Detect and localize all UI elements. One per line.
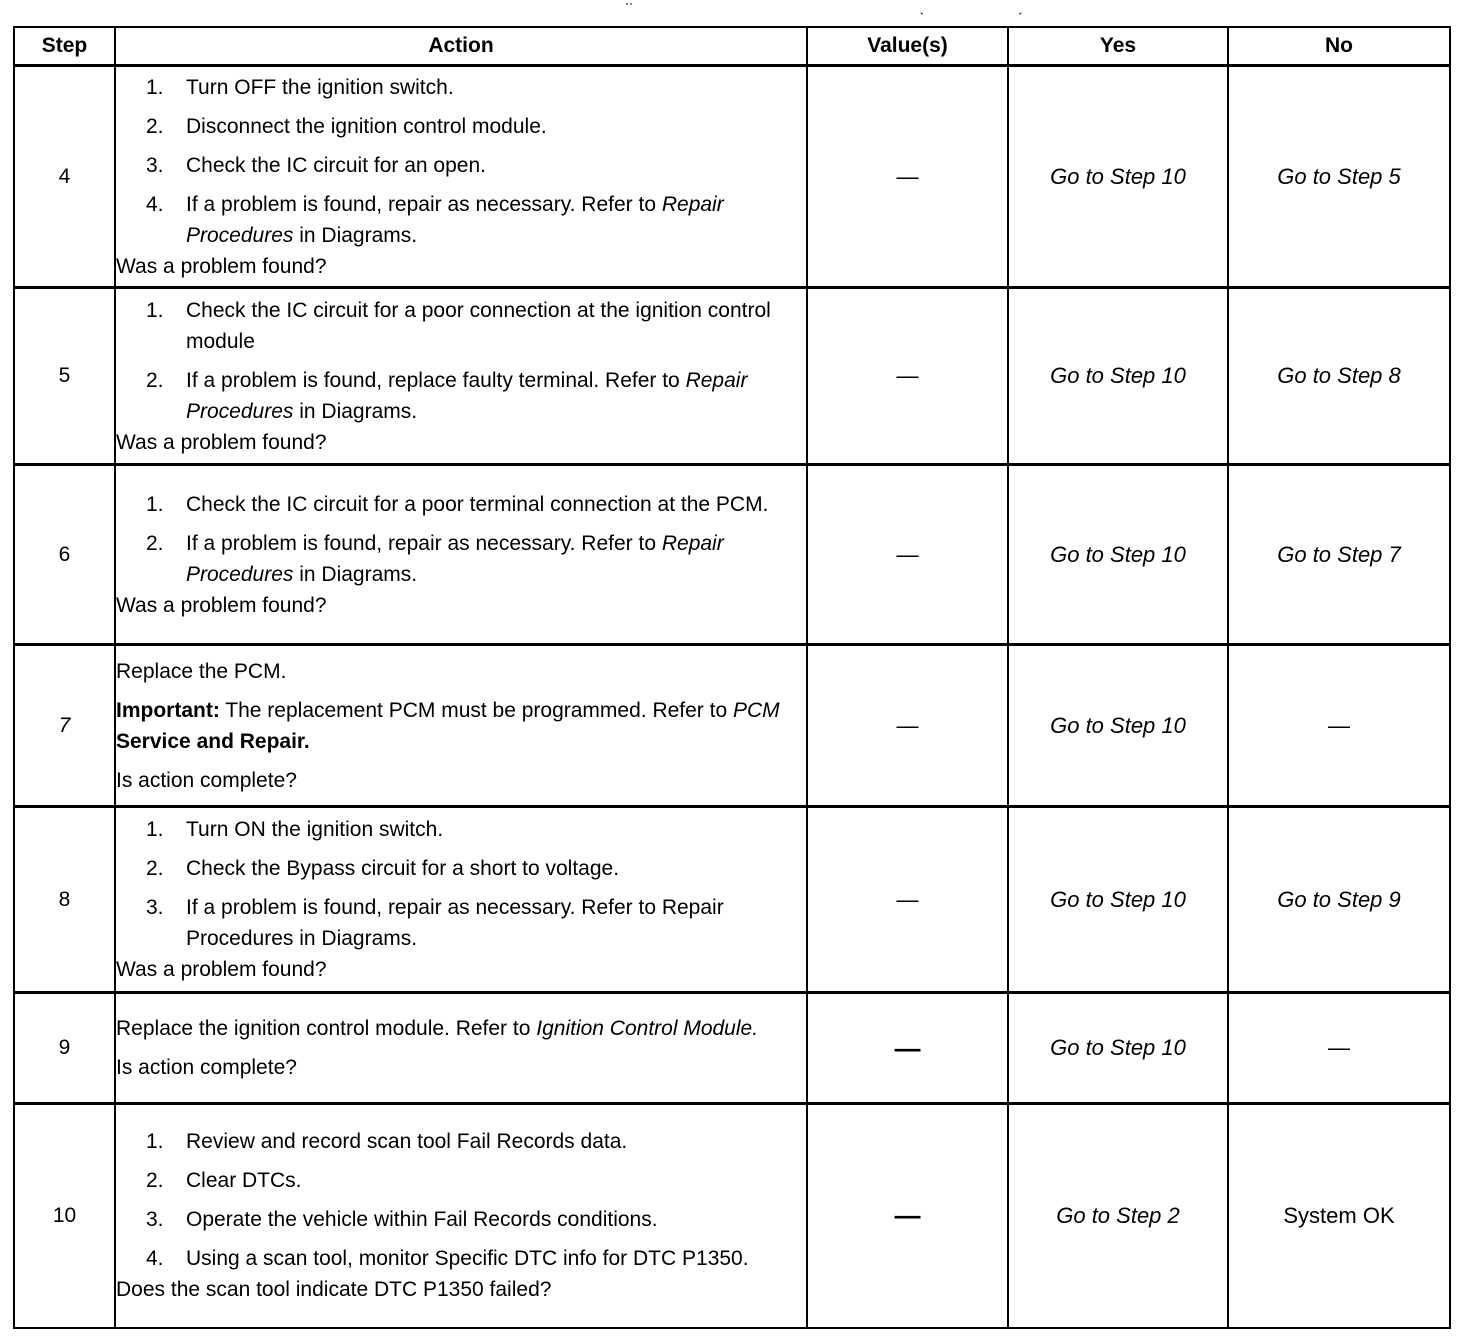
action-cell [115, 807, 807, 993]
no-cell: System OK [1228, 1104, 1450, 1328]
step-number: 6 [14, 465, 115, 645]
no-cell: Go to Step 9 [1228, 807, 1450, 993]
table-row-step-9 [14, 993, 1450, 1104]
scan-mark: ˙˙ [625, 1, 633, 15]
value-cell: — [807, 288, 1008, 465]
yes-cell: Go to Step 10 [1008, 465, 1228, 645]
header-yes: Yes [1008, 27, 1228, 66]
list-item: 1. Review and record scan tool Fail Records data. [146, 1130, 628, 1154]
step-number: 8 [14, 807, 115, 993]
yes-cell: Go to Step 10 [1008, 288, 1228, 465]
step-number: 4 [14, 66, 115, 288]
diagnostic-table [13, 26, 1451, 1329]
scan-mark: ˎ [920, 1, 924, 15]
step-number: 5 [14, 288, 115, 465]
step-number: 10 [14, 1104, 115, 1328]
no-cell: Go to Step 7 [1228, 465, 1450, 645]
table-header-row [14, 27, 1450, 66]
header-action: Action [115, 27, 807, 66]
top-scan-marks [0, 0, 1472, 22]
action-cell [115, 66, 807, 288]
question-text: Was a problem found? [116, 430, 327, 454]
list-item: 1. Check the IC circuit for a poor terminal connection at the PCM. [146, 492, 769, 516]
list-item: 2. If a problem is found, repair as necessary. Refer to Repair Procedures in Diagrams. [146, 531, 724, 586]
yes-cell: Go to Step 10 [1008, 645, 1228, 807]
list-item: 4. If a problem is found, repair as necessary. Refer to Repair Procedures in Diagrams. [146, 192, 724, 247]
list-item: 2. Check the Bypass circuit for a short to voltage. [146, 857, 620, 880]
yes-cell: Go to Step 10 [1008, 993, 1228, 1104]
value-cell: — [807, 645, 1008, 807]
action-cell [115, 465, 807, 645]
list-item: 3. Check the IC circuit for an open. [146, 153, 486, 177]
question-text: Was a problem found? [116, 254, 327, 278]
table-row-step-7 [14, 645, 1450, 807]
question-text: Was a problem found? [116, 958, 327, 981]
question-text: Is action complete? [116, 768, 297, 792]
question-text: Was a problem found? [116, 593, 327, 617]
list-item: 3. If a problem is found, repair as necessary. Refer to Repair Procedures in Diagrams. [146, 896, 724, 950]
step-number: 7 [14, 645, 115, 807]
header-step: Step [14, 27, 115, 66]
table-row-step-10 [14, 1104, 1450, 1328]
action-cell [115, 645, 807, 807]
important-note: Important: The replacement PCM must be programmed. Refer to PCM Service and Repair. [116, 698, 780, 753]
table-row-step-5 [14, 288, 1450, 465]
list-item: 4. Using a scan tool, monitor Specific DTC info for DTC P1350. [146, 1247, 749, 1271]
list-item: 1. Check the IC circuit for a poor connection at the ignition control module [146, 298, 771, 353]
action-list [116, 295, 806, 427]
scan-mark: ˏ [1018, 1, 1022, 15]
list-item: 1. Turn ON the ignition switch. [146, 818, 444, 841]
action-cell [115, 993, 807, 1104]
header-values: Value(s) [807, 27, 1008, 66]
yes-cell: Go to Step 10 [1008, 66, 1228, 288]
value-cell: — [807, 465, 1008, 645]
no-cell: Go to Step 5 [1228, 66, 1450, 288]
action-cell [115, 1104, 807, 1328]
action-list [116, 1126, 806, 1274]
yes-cell: Go to Step 2 [1008, 1104, 1228, 1328]
step-number: 9 [14, 993, 115, 1104]
value-cell: — [807, 807, 1008, 993]
header-no: No [1228, 27, 1450, 66]
value-cell: — [807, 1104, 1008, 1328]
question-text: Does the scan tool indicate DTC P1350 failed? [116, 1278, 552, 1302]
no-cell: Go to Step 8 [1228, 288, 1450, 465]
yes-cell: Go to Step 10 [1008, 807, 1228, 993]
no-cell: — [1228, 645, 1450, 807]
question-text: Is action complete? [116, 1056, 297, 1079]
list-item: 2. If a problem is found, replace faulty terminal. Refer to Repair Procedures in Diagrams. [146, 368, 748, 423]
list-item: 2. Disconnect the ignition control module. [146, 114, 547, 138]
no-cell: — [1228, 993, 1450, 1104]
list-item: 3. Operate the vehicle within Fail Records conditions. [146, 1208, 658, 1232]
table-row-step-4 [14, 66, 1450, 288]
list-item: 2. Clear DTCs. [146, 1169, 302, 1193]
table-row-step-8 [14, 807, 1450, 993]
action-list [116, 489, 806, 590]
table-row-step-6 [14, 465, 1450, 645]
action-cell [115, 288, 807, 465]
action-text: Replace the PCM. [116, 659, 287, 683]
list-item: 1. Turn OFF the ignition switch. [146, 75, 454, 99]
value-cell: — [807, 66, 1008, 288]
value-cell: — [807, 993, 1008, 1104]
action-text: Replace the ignition control module. Refer to Ignition Control Module. [116, 1017, 759, 1040]
action-list [116, 72, 806, 251]
action-list [116, 814, 806, 954]
